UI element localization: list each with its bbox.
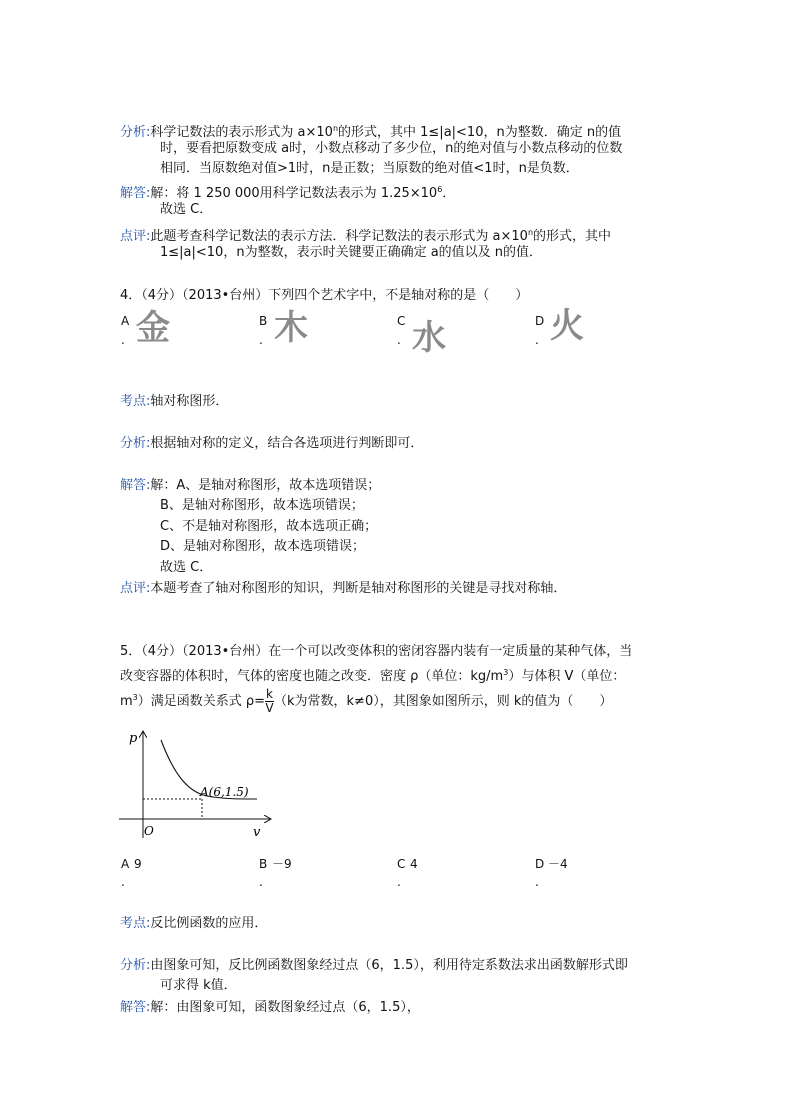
art-glyph-mu: 木 (274, 308, 308, 348)
q3-analysis-line-2: 时，要看把原数变成 a时，小数点移动了多少位，n的绝对值与小数点移动的位数 (160, 141, 623, 156)
option-letter: C (397, 314, 406, 328)
option-dot: . (535, 333, 539, 347)
q4-answer-line-1: 解答:解：A、是轴对称图形，故本选项错误； (120, 478, 381, 493)
option-letter: A (121, 314, 130, 328)
art-glyph-huo: 火 (550, 306, 584, 346)
option-dot: . (121, 875, 125, 889)
q4-key-point: 考点:轴对称图形． (120, 394, 229, 409)
q4-answer-line-5: 故选 C． (160, 560, 213, 575)
option-dot: . (397, 875, 401, 889)
q5-stem-line-3: $m^3$）满足函数关系式 ρ= $\frac{k}{V}$ （k为常数，k≠0），其图象如图所示，则 k的值为（ ） (120, 687, 613, 715)
inverse-function-graph (115, 728, 275, 843)
q4-comment: 点评:本题考查了轴对称图形的知识，判断是轴对称图形的关键是寻找对称轴． (120, 581, 567, 596)
q4-stem: 4．（4分）（2013•台州）下列四个艺术字中，不是轴对称的是（ ） (120, 288, 529, 303)
q3-analysis-line-3: 相同．当原数绝对值>1时，n是正数；当原数的绝对值<1时，n是负数． (160, 161, 579, 176)
q5-key-point: 考点:反比例函数的应用． (120, 916, 268, 931)
option-value: 9 (134, 857, 142, 871)
q4-analysis: 分析:根据轴对称的定义，结合各选项进行判断即可． (120, 436, 424, 451)
option-letter: D (535, 857, 545, 871)
comment-label: 点评: (120, 581, 151, 596)
q4-answer-line-4: D、是轴对称图形，故本选项错误； (160, 539, 366, 554)
option-letter: A (121, 857, 130, 871)
q5-stem-line-2: 改变容器的体积时，气体的密度也随之改变．密度 ρ（单位：$kg/m^3$）与体积 V（单位： (120, 668, 626, 684)
comment-label: 点评: (120, 229, 151, 244)
art-glyph-jin: 金 (136, 308, 170, 348)
q4-answer-line-2: B、是轴对称图形，故本选项错误； (160, 498, 364, 513)
option-letter: B (259, 857, 268, 871)
q3-answer-line-2: 故选 C． (160, 202, 213, 217)
analysis-label: 分析: (120, 436, 151, 451)
q5-answer-line-1: 解答:解：由图象可知，函数图象经过点（6，1.5）， (120, 1000, 420, 1015)
option-letter: B (259, 314, 268, 328)
option-dot: . (397, 333, 401, 347)
option-value: －9 (272, 857, 292, 871)
option-letter: C (397, 857, 406, 871)
art-glyph-shui: 水 (412, 318, 446, 358)
point-a-label: A(6,1.5) (200, 785, 249, 799)
q3-comment-line-2: 1≤|a|<10，n为整数，表示时关键要正确确定 a的值以及 n的值． (160, 245, 543, 260)
analysis-label: 分析: (120, 125, 151, 140)
q5-analysis-line-2: 可求得 k值． (160, 978, 237, 993)
option-dot: . (259, 875, 263, 889)
option-value: 4 (410, 857, 418, 871)
answer-label: 解答: (120, 1000, 151, 1015)
answer-label: 解答: (120, 186, 151, 201)
fraction-k-over-v: $\frac{k}{V}$ (265, 687, 274, 715)
option-dot: . (121, 333, 125, 347)
q5-stem-line-1: 5．（4分）（2013•台州）在一个可以改变体积的密闭容器内装有一定质量的某种气体，当 (120, 644, 633, 659)
q3-comment-line-1: 点评:此题考查科学记数法的表示方法．科学记数法的表示形式为 $a\times 10^n$的形式，其中 (120, 228, 612, 244)
q3-analysis-line-1: 分析:科学记数法的表示形式为 $a\times 10^n$的形式，其中 1≤|a|<10，n为整数．确定 n的值 (120, 124, 622, 140)
option-value: －4 (548, 857, 568, 871)
option-dot: . (535, 875, 539, 889)
key-point-label: 考点: (120, 916, 151, 931)
q4-answer-line-3: C、不是轴对称图形，故本选项正确； (160, 519, 378, 534)
y-axis-label: p (129, 731, 138, 746)
x-axis-label: v (253, 825, 261, 840)
answer-label: 解答: (120, 478, 151, 493)
analysis-label: 分析: (120, 958, 151, 973)
key-point-label: 考点: (120, 394, 151, 409)
q3-answer-line-1: 解答:解：将 1 250 000用科学记数法表示为 $1.25\times 10^6$． (120, 185, 456, 201)
q5-analysis-line-1: 分析:由图象可知，反比例函数图象经过点（6，1.5），利用待定系数法求出函数解形式即 (120, 958, 628, 973)
option-dot: . (259, 333, 263, 347)
origin-label: O (144, 824, 154, 838)
option-letter: D (535, 314, 545, 328)
